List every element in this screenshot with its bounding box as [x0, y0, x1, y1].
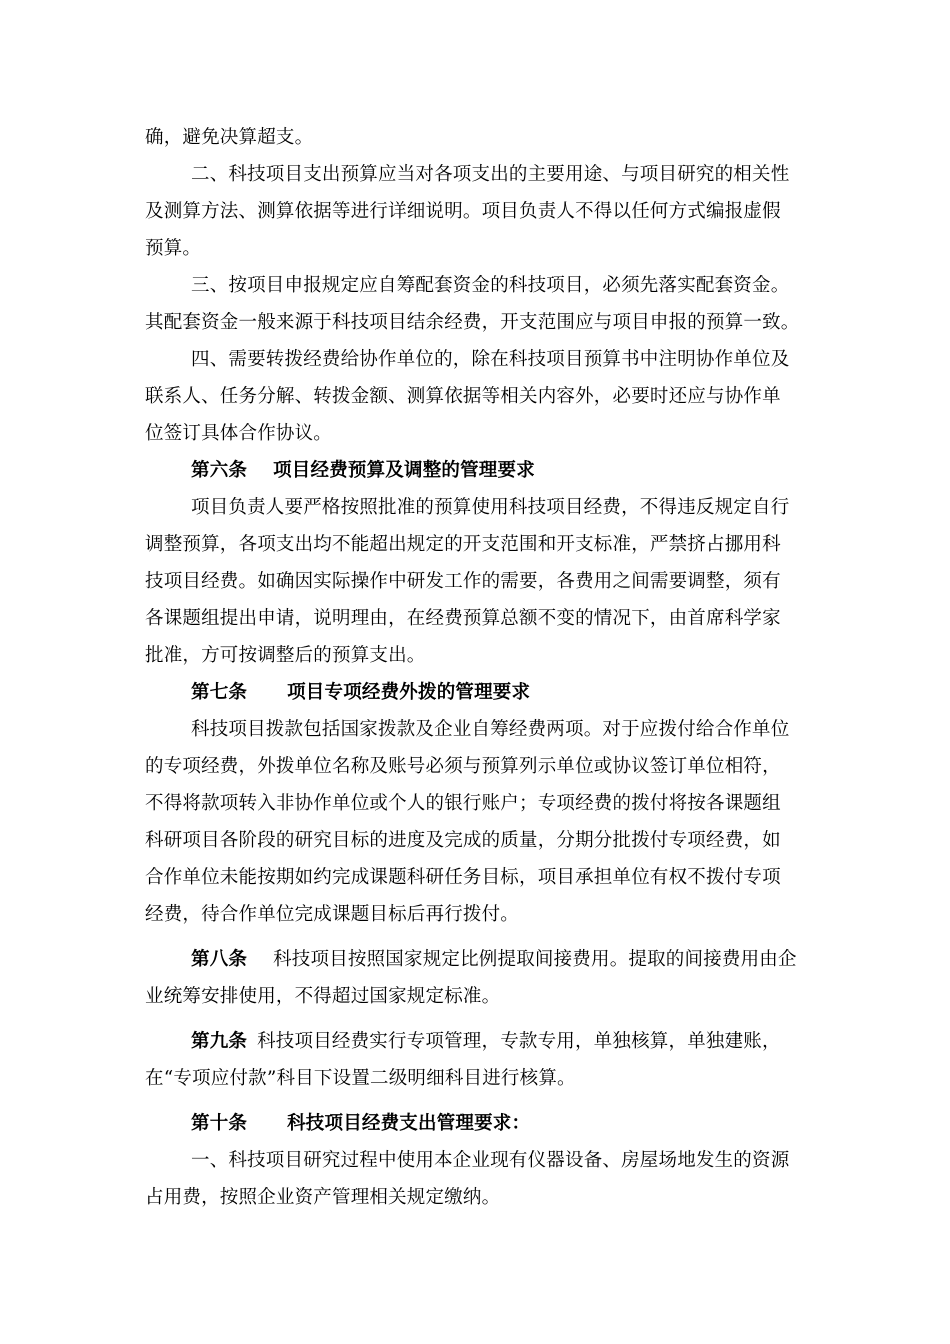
article-number: 第八条	[191, 949, 248, 970]
article-text: 科技项目经费实行专项管理，专款专用，单独核算，单独建账，	[257, 1031, 781, 1052]
paragraph-line: 联系人、任务分解、转拨金额、测算依据等相关内容外，必要时还应与协作单	[145, 386, 781, 407]
paragraph-line: 其配套资金一般来源于科技项目结余经费，开支范围应与项目申报的预算一致。	[145, 312, 800, 333]
paragraph-line: 占用费，按照企业资产管理相关规定缴纳。	[145, 1187, 501, 1208]
article-6-heading	[145, 452, 815, 489]
article-title: 项目经费预算及调整的管理要求	[273, 460, 535, 481]
paragraph-line: 及测算方法、测算依据等进行详细说明。项目负责人不得以任何方式编报虚假	[145, 201, 781, 222]
paragraph-line: 科技项目拨款包括国家拨款及企业自筹经费两项。对于应拨付给合作单位	[191, 719, 790, 740]
article-title: 科技项目经费支出管理要求：	[287, 1113, 531, 1134]
paragraph-line: 技项目经费。如确因实际操作中研发工作的需要，各费用之间需要调整，须有	[145, 571, 781, 592]
spacer	[145, 1097, 815, 1105]
article-title: 项目专项经费外拨的管理要求	[287, 682, 531, 703]
article-text: 科技项目按照国家规定比例提取间接费用。提取的间接费用由企	[273, 949, 797, 970]
paragraph-line: 的专项经费，外拨单位名称及账号必须与预算列示单位或协议签订单位相符，	[145, 756, 781, 777]
paragraph-line: 预算。	[145, 238, 202, 259]
article-number: 第十条	[191, 1113, 248, 1134]
article-9-paragraph	[145, 1023, 815, 1060]
paragraph-line: 在“专项应付款”科目下设置二级明细科目进行核算。	[145, 1068, 576, 1089]
paragraph-line: 合作单位未能按期如约完成课题科研任务目标，项目承担单位有权不拨付专项	[145, 867, 781, 888]
spacer	[145, 933, 815, 941]
document-body	[145, 119, 815, 1216]
article-number: 第七条	[191, 682, 248, 703]
paragraph-line: 确，避免决算超支。	[145, 127, 314, 148]
paragraph-line: 科研项目各阶段的研究目标的进度及完成的质量，分期分批拨付专项经费，如	[145, 830, 781, 851]
paragraph-line: 二、科技项目支出预算应当对各项支出的主要用途、与项目研究的相关性	[191, 164, 790, 185]
paragraph-line: 调整预算，各项支出均不能超出规定的开支范围和开支标准，严禁挤占挪用科	[145, 534, 781, 555]
paragraph-line: 批准，方可按调整后的预算支出。	[145, 645, 426, 666]
article-7-heading	[145, 674, 815, 711]
paragraph-line: 位签订具体合作协议。	[145, 423, 333, 444]
paragraph-line: 各课题组提出申请，说明理由，在经费预算总额不变的情况下，由首席科学家	[145, 608, 781, 629]
paragraph-line: 业统筹安排使用，不得超过国家规定标准。	[145, 986, 501, 1007]
paragraph-line: 一、科技项目研究过程中使用本企业现有仪器设备、房屋场地发生的资源	[191, 1150, 790, 1171]
paragraph-line: 三、按项目申报规定应自筹配套资金的科技项目，必须先落实配套资金。	[191, 275, 790, 296]
spacer	[145, 1015, 815, 1023]
paragraph-line: 四、需要转拨经费给协作单位的，除在科技项目预算书中注明协作单位及	[191, 349, 790, 370]
article-number: 第九条	[191, 1031, 248, 1052]
article-number: 第六条	[191, 460, 248, 481]
article-10-heading	[145, 1105, 815, 1142]
paragraph-line: 经费，待合作单位完成课题目标后再行拨付。	[145, 904, 520, 925]
paragraph-line: 项目负责人要严格按照批准的预算使用科技项目经费，不得违反规定自行	[191, 497, 790, 518]
paragraph-line: 不得将款项转入非协作单位或个人的银行账户；专项经费的拨付将按各课题组	[145, 793, 781, 814]
article-8-paragraph	[145, 941, 815, 978]
